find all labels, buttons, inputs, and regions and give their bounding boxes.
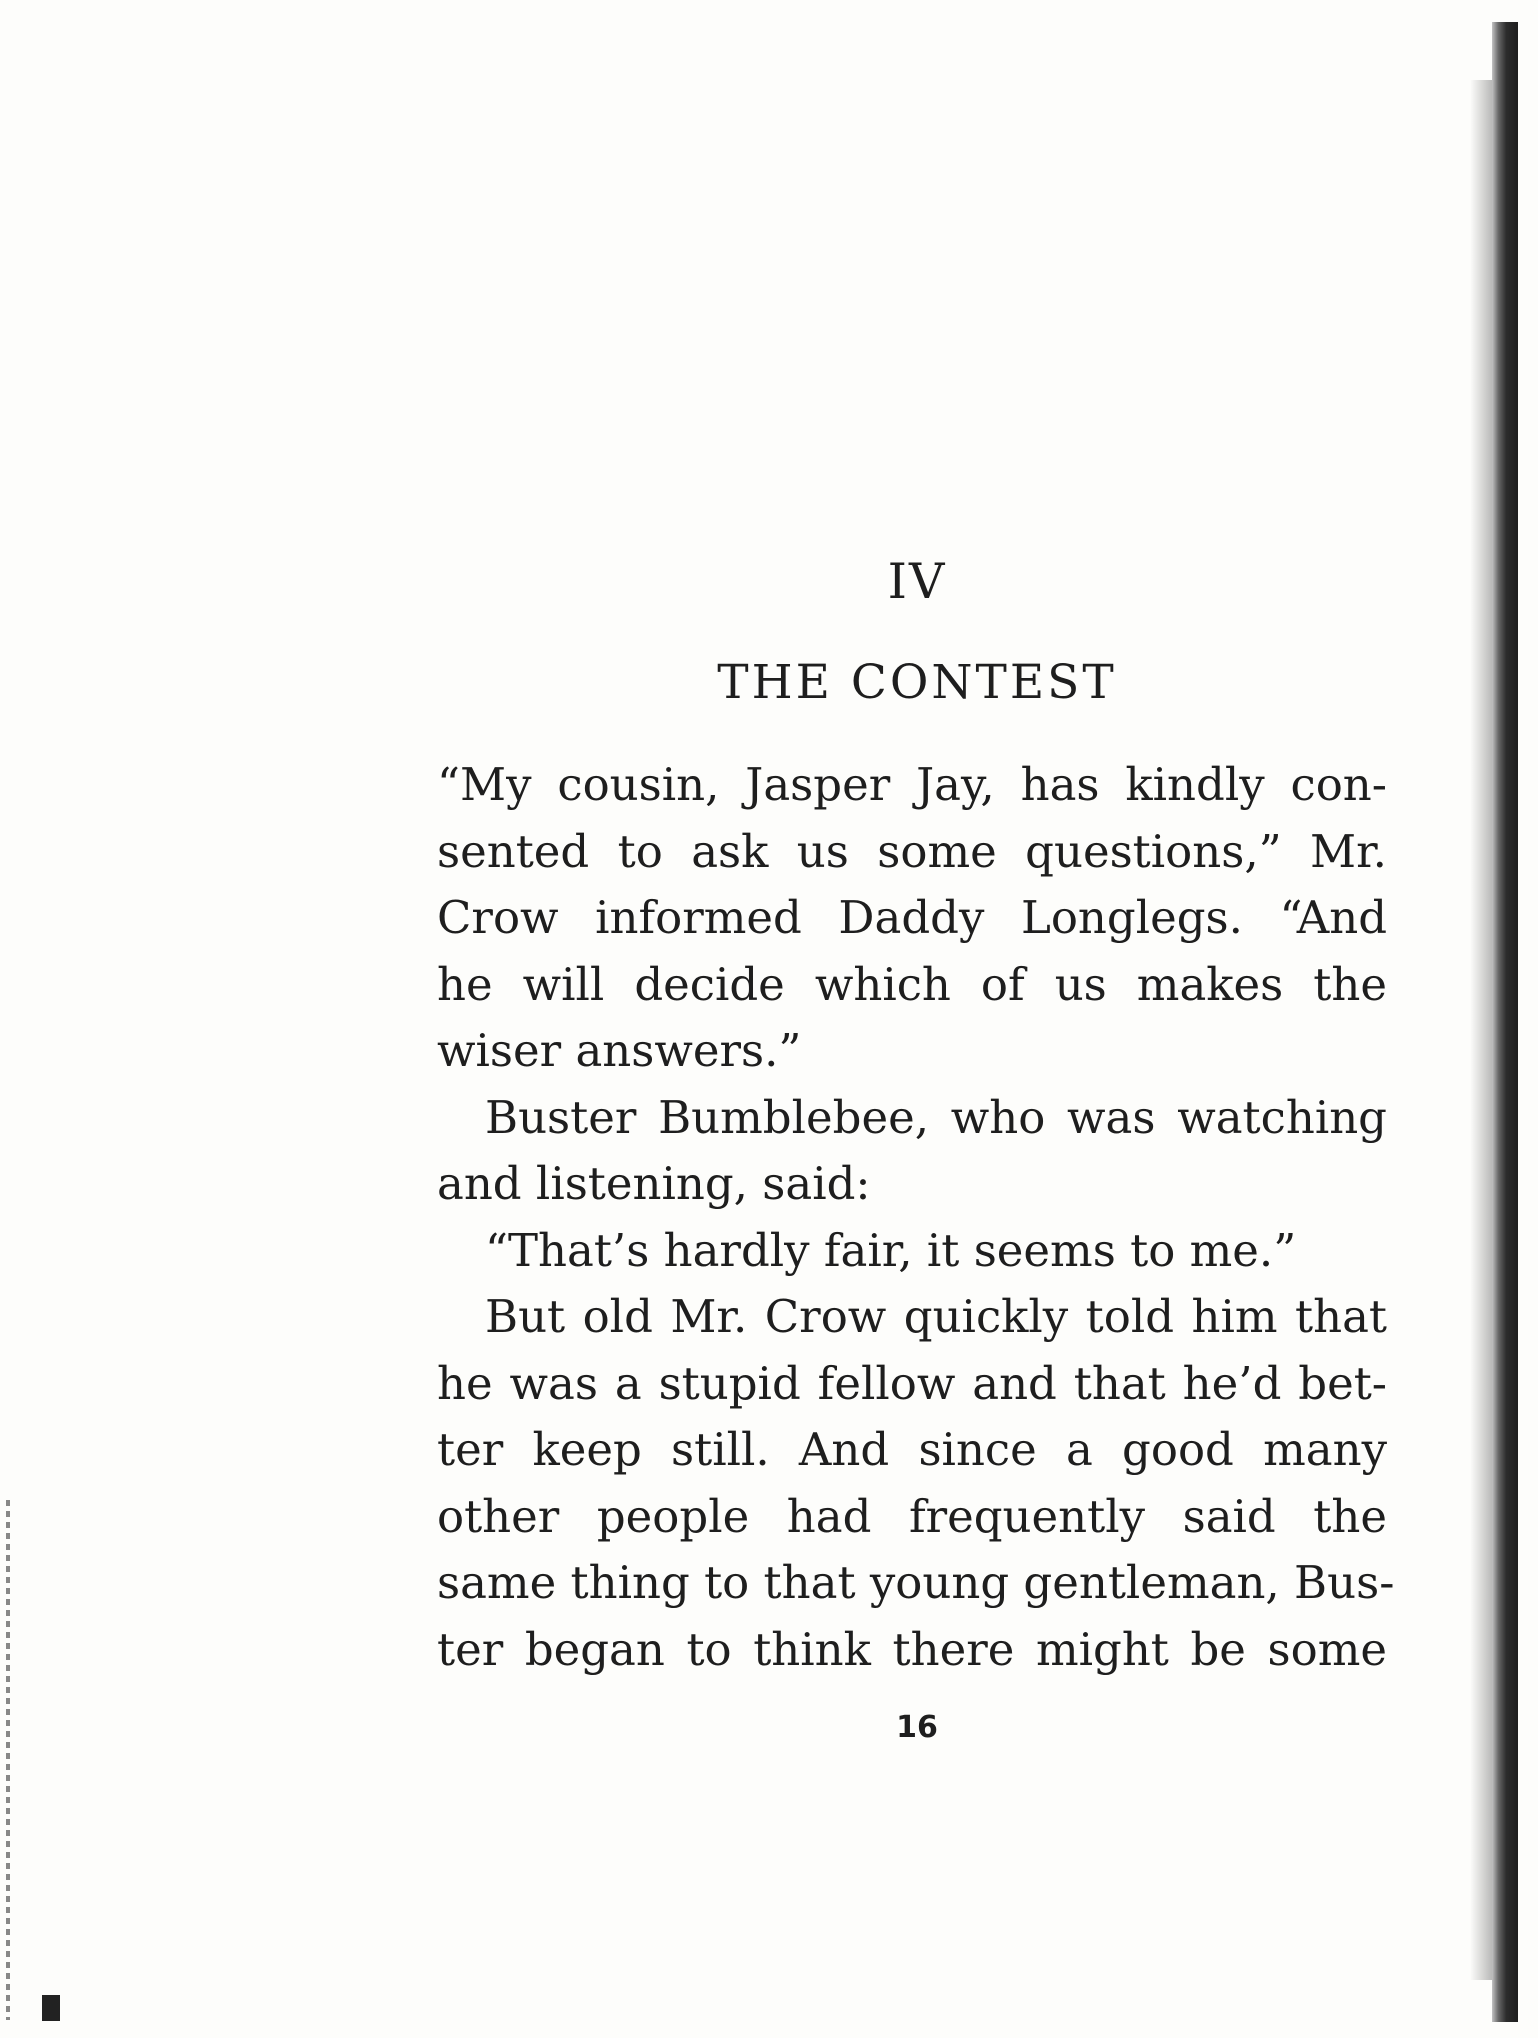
text-line: ter keep still. And since a good many [437,1423,1387,1476]
body-text [437,752,1395,1683]
text-line: and listening, said: [437,1157,871,1210]
scan-blot [42,1995,60,2021]
text-line: “That’s hardly fair, it seems to me.” [485,1223,1297,1277]
text-line: “My cousin, Jasper Jay, has kindly con- [437,758,1387,811]
text-line: same thing to that young gentleman, Bus- [437,1556,1395,1609]
chapter-title: THE CONTEST [717,655,1117,710]
text-line: he will decide which of us makes the [437,957,1387,1011]
page-number: 16 [896,1710,938,1745]
text-line: he was a stupid fellow and that he’d bet- [437,1356,1387,1410]
text-line: sented to ask us some questions,” Mr. [437,824,1387,878]
chapter-number: IV [887,553,947,610]
scan-edge-mark [6,1500,10,2020]
text-line: Crow informed Daddy Longlegs. “And [437,891,1387,944]
binding-edge [1492,22,1518,2022]
text-line: Buster Bumblebee, who was watching [485,1090,1387,1144]
binding-shadow [1470,80,1492,1980]
text-line: wiser answers.” [437,1024,802,1077]
text-line: ter began to think there might be some [437,1622,1387,1676]
text-line: But old Mr. Crow quickly told him that [485,1290,1387,1343]
text-line: other people had frequently said the [437,1489,1387,1543]
